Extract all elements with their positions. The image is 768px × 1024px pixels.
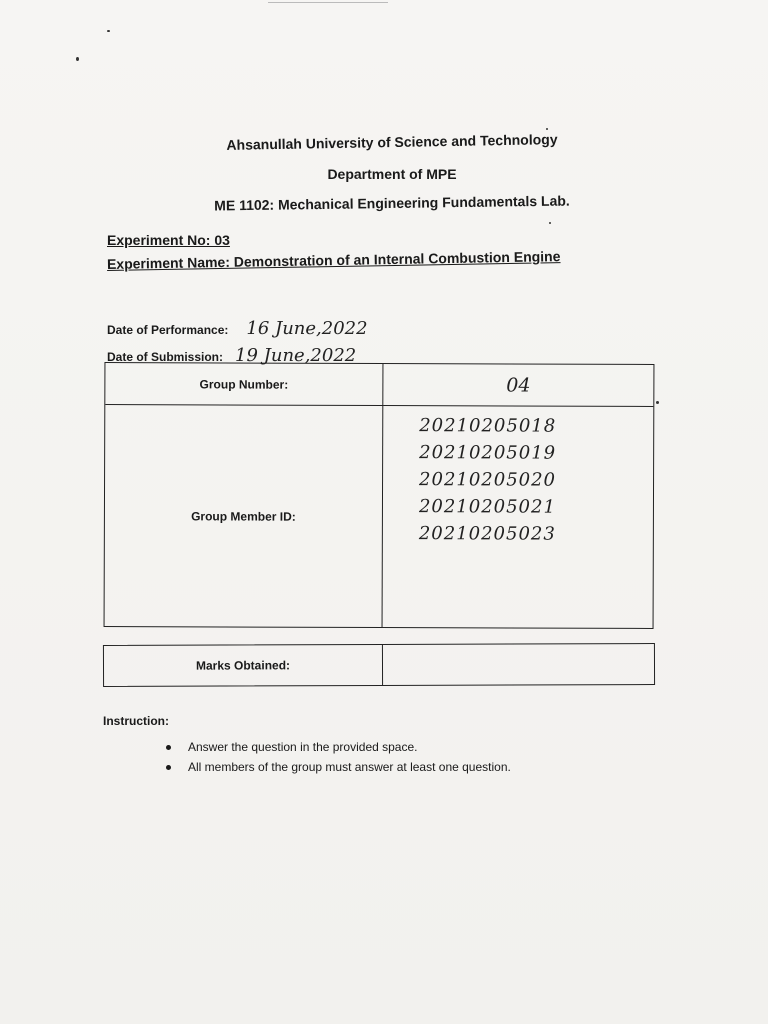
- scan-speck: [546, 128, 548, 130]
- group-number-value: 04: [506, 373, 531, 397]
- instruction-list: [166, 737, 511, 777]
- scan-speck: [107, 30, 110, 32]
- group-member-id-cell: [383, 406, 654, 628]
- member-id-list: [419, 412, 556, 547]
- department-name: Department of MPE: [327, 166, 457, 182]
- scan-speck: [76, 57, 79, 61]
- scan-speck: [549, 222, 551, 224]
- date-of-submission-value: 19 June,2022: [235, 345, 357, 366]
- member-id: 20210205021: [418, 496, 556, 518]
- marks-table: [103, 643, 655, 687]
- experiment-name: Experiment Name: Demonstration of an Internal Combustion Engine: [106, 248, 561, 272]
- scan-speck: [656, 401, 659, 404]
- bullet-icon: [166, 765, 171, 770]
- instruction-title: Instruction:: [103, 714, 169, 728]
- scan-edge-line: [268, 2, 388, 3]
- member-id: 20210205018: [419, 415, 557, 437]
- group-number-cell: [383, 364, 653, 407]
- date-of-submission-label: Date of Submission:: [107, 350, 224, 364]
- university-name: Ahsanullah University of Science and Technology: [226, 131, 558, 153]
- date-of-performance-label: Date of Performance:: [107, 323, 229, 337]
- instruction-item: [166, 737, 511, 757]
- instruction-text: All members of the group must answer at least one question.: [188, 760, 511, 774]
- experiment-number: Experiment No: 03: [107, 232, 230, 248]
- member-id: 20210205023: [418, 523, 556, 545]
- group-info-table: [104, 362, 655, 629]
- instruction-text: Answer the question in the provided space.: [188, 740, 418, 754]
- date-of-performance-value: 16 June,2022: [246, 318, 368, 339]
- instruction-item: [166, 757, 511, 777]
- marks-obtained-value: [383, 644, 654, 685]
- group-member-id-label: Group Member ID:: [105, 405, 384, 627]
- marks-obtained-label: Marks Obtained:: [104, 645, 383, 686]
- course-title: ME 1102: Mechanical Engineering Fundamentals Lab.: [214, 192, 570, 214]
- date-of-performance-row: [107, 318, 368, 339]
- bullet-icon: [166, 745, 171, 750]
- member-id: 20210205019: [419, 442, 557, 464]
- group-number-label: Group Number:: [105, 363, 383, 406]
- member-id: 20210205020: [419, 469, 557, 491]
